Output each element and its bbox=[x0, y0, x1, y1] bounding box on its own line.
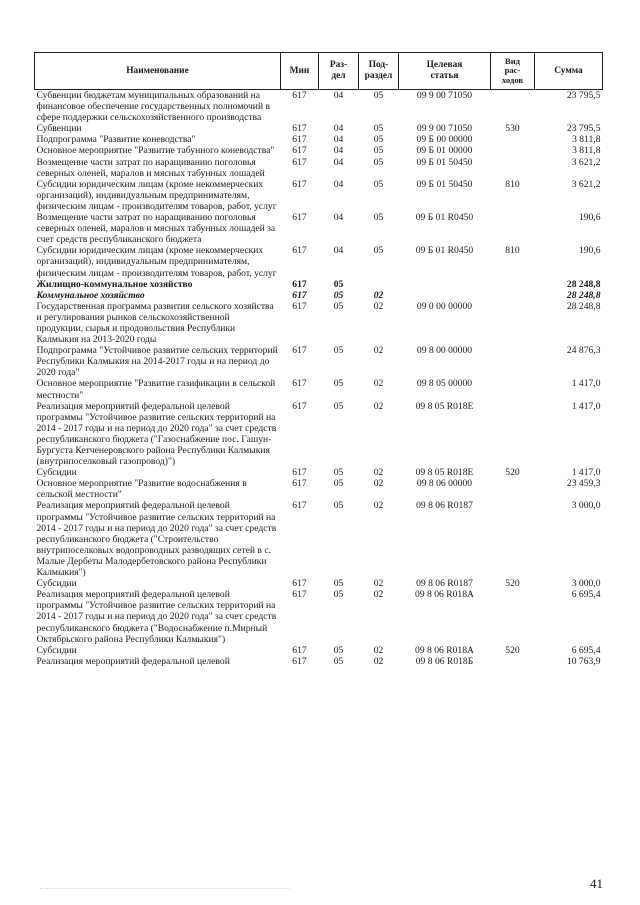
scan-artifact bbox=[40, 888, 290, 891]
row-target bbox=[399, 279, 491, 290]
row-razdel: 04 bbox=[333, 90, 344, 101]
row-sum: 23 795,5 bbox=[566, 90, 601, 101]
row-podrazdel: 02 bbox=[373, 655, 384, 667]
row-podrazdel: 05 bbox=[373, 123, 384, 135]
table-row bbox=[35, 179, 603, 212]
row-podrazdel: 02 bbox=[373, 500, 384, 512]
row-name: Подпрограмма "Развитие коневодства" bbox=[36, 134, 196, 146]
row-target: 09 8 06 R0187 bbox=[416, 500, 473, 512]
row-razdel: 04 bbox=[333, 212, 344, 224]
row-podrazdel: 05 bbox=[373, 90, 384, 101]
row-target: 09 8 05 R018E bbox=[415, 467, 474, 479]
table-header bbox=[35, 53, 603, 90]
row-razdel: 05 bbox=[333, 278, 344, 290]
row-min: 617 bbox=[292, 278, 307, 290]
row-name: Возмещение части затрат по наращиванию поголовья северных оленей, маралов и мясных табунных лошадей bbox=[36, 156, 265, 179]
budget-table bbox=[34, 52, 603, 667]
row-target: 09 8 06 00000 bbox=[416, 478, 473, 490]
row-min: 617 bbox=[292, 655, 307, 667]
row-podrazdel: 02 bbox=[373, 400, 384, 412]
row-min: 617 bbox=[292, 589, 307, 601]
row-sum: 6 695,4 bbox=[571, 589, 601, 601]
row-sum: 28 248,8 bbox=[566, 300, 601, 312]
row-sum: 23 795,5 bbox=[566, 123, 601, 135]
row-target: 09 Б 01 00000 bbox=[416, 145, 473, 157]
row-target: 09 8 05 R018E bbox=[415, 400, 474, 412]
row-target: 09 0 00 00000 bbox=[416, 300, 473, 312]
row-podrazdel: 02 bbox=[373, 378, 384, 390]
row-min: 617 bbox=[292, 134, 307, 146]
row-razdel: 05 bbox=[333, 500, 344, 512]
row-podrazdel: 05 bbox=[373, 178, 384, 190]
row-razdel: 04 bbox=[333, 245, 344, 257]
row-vid bbox=[491, 656, 535, 667]
table-row bbox=[35, 245, 603, 278]
row-min: 617 bbox=[292, 378, 307, 390]
row-min: 617 bbox=[292, 467, 307, 479]
table-body bbox=[35, 90, 603, 667]
row-name: Коммунальное хозяйство bbox=[36, 289, 145, 301]
row-razdel: 05 bbox=[333, 644, 344, 656]
header-target: Целевая статья bbox=[399, 53, 491, 90]
row-razdel: 05 bbox=[333, 655, 344, 667]
table-row bbox=[35, 345, 603, 378]
row-target: 09 8 06 R0187 bbox=[416, 578, 473, 590]
row-min: 617 bbox=[292, 156, 307, 168]
row-podrazdel bbox=[359, 279, 399, 290]
table-row bbox=[35, 145, 603, 156]
table-row bbox=[35, 134, 603, 145]
row-target: 09 8 05 00000 bbox=[416, 378, 473, 390]
table-row bbox=[35, 212, 603, 245]
table-row bbox=[35, 500, 603, 578]
row-vid: 530 bbox=[505, 123, 520, 135]
row-razdel: 05 bbox=[333, 289, 344, 301]
row-podrazdel: 02 bbox=[373, 589, 384, 601]
row-vid bbox=[491, 90, 535, 124]
row-vid bbox=[491, 290, 535, 301]
row-name: Реализация мероприятий федеральной целевой программы "Устойчивое развитие сельских территорий на 2014 - 2017 годы и на период до 2020 года" за счет средств республиканского бюджета ("Газоснабжение пос. Гашун-Бургуста Кетченеровского района Республики Калмыкия (внутрипоселковый газопровод)") bbox=[36, 400, 277, 468]
row-name: Подпрограмма "Устойчивое развитие сельских территорий Республики Калмыкия на 2014-2017 годы и на период до 2020 года" bbox=[36, 345, 278, 379]
row-target bbox=[399, 290, 491, 301]
row-name: Государственная программа развития сельского хозяйства и регулирования рынков сельскохозяйственной продукции, сырья и продовольствия Республики Калмыкия на 2013-2020 годы bbox=[36, 300, 274, 346]
table-row bbox=[35, 645, 603, 656]
table-row bbox=[35, 478, 603, 500]
row-vid bbox=[491, 212, 535, 245]
row-vid: 520 bbox=[505, 467, 520, 479]
row-vid: 810 bbox=[505, 178, 520, 190]
row-name: Субвенции bbox=[36, 123, 82, 135]
row-sum: 6 695,4 bbox=[571, 644, 601, 656]
row-razdel: 05 bbox=[333, 345, 344, 357]
row-vid bbox=[491, 157, 535, 179]
header-razdel: Раз- дел bbox=[319, 53, 359, 90]
row-target: 09 Б 01 50450 bbox=[416, 178, 473, 190]
table-row bbox=[35, 589, 603, 644]
row-sum: 10 763,9 bbox=[566, 655, 601, 667]
row-name: Субсидии bbox=[36, 644, 77, 656]
row-target: 09 8 06 R018A bbox=[415, 644, 474, 656]
table-row bbox=[35, 90, 603, 124]
row-sum: 3 000,0 bbox=[571, 500, 601, 512]
row-target: 09 9 00 71050 bbox=[416, 123, 473, 135]
row-name: Основное мероприятие "Развитие табунного коневодства" bbox=[36, 145, 275, 157]
row-name: Реализация мероприятий федеральной целевой программы "Устойчивое развитие сельских территорий на 2014 - 2017 годы и на период до 2020 года" за счет средств республиканского бюджета ("Водоснабжение п.Мирный Октябрьского района Республики Калмыкия") bbox=[36, 589, 277, 645]
row-sum: 1 417,0 bbox=[571, 467, 601, 479]
row-razdel: 05 bbox=[333, 478, 344, 490]
row-name: Возмещение части затрат по наращиванию поголовья северных оленей, маралов и мясных табунных лошадей за счет средств республиканского бюджета bbox=[36, 212, 276, 246]
row-min: 617 bbox=[292, 212, 307, 224]
row-name: Основное мероприятие "Развитие газификации в сельской местности" bbox=[36, 378, 276, 401]
row-name: Субсидии bbox=[36, 578, 77, 590]
row-min: 617 bbox=[292, 644, 307, 656]
row-sum: 24 876,3 bbox=[566, 345, 601, 357]
row-podrazdel: 05 bbox=[373, 212, 384, 224]
row-name: Субвенции бюджетам муниципальных образований на финансовое обеспечение государственных полномочий в сфере поддержки сельскохозяйственного производства bbox=[36, 90, 271, 124]
row-target: 09 Б 01 R0450 bbox=[415, 245, 474, 257]
row-target: 09 8 06 R018Б bbox=[415, 655, 474, 667]
row-target: 09 Б 00 00000 bbox=[416, 134, 473, 146]
row-min: 617 bbox=[292, 145, 307, 157]
row-target: 09 Б 01 50450 bbox=[416, 156, 473, 168]
row-sum: 3 811,8 bbox=[572, 134, 601, 146]
row-vid bbox=[491, 279, 535, 290]
row-min: 617 bbox=[292, 300, 307, 312]
row-vid bbox=[491, 345, 535, 378]
row-podrazdel: 02 bbox=[373, 289, 384, 301]
row-podrazdel: 05 bbox=[373, 145, 384, 157]
row-vid: 520 bbox=[505, 578, 520, 590]
row-vid bbox=[491, 301, 535, 345]
row-razdel: 04 bbox=[333, 156, 344, 168]
row-min: 617 bbox=[292, 500, 307, 512]
row-razdel: 05 bbox=[333, 578, 344, 590]
row-vid bbox=[491, 478, 535, 500]
row-min: 617 bbox=[292, 400, 307, 412]
row-name: Основное мероприятие "Развитие водоснабжения в сельской местности" bbox=[36, 478, 247, 501]
table-row bbox=[35, 467, 603, 478]
page-number: 41 bbox=[590, 876, 603, 891]
row-target: 09 8 00 00000 bbox=[416, 345, 473, 357]
table-row bbox=[35, 157, 603, 179]
row-sum: 3 811,8 bbox=[572, 145, 601, 157]
row-sum: 190,6 bbox=[578, 245, 601, 257]
row-min: 617 bbox=[292, 178, 307, 190]
row-podrazdel: 05 bbox=[373, 156, 384, 168]
row-vid bbox=[491, 378, 535, 400]
row-vid bbox=[491, 401, 535, 468]
row-razdel: 05 bbox=[333, 467, 344, 479]
table-row bbox=[35, 401, 603, 468]
row-sum: 3 621,2 bbox=[571, 156, 601, 168]
row-target: 09 Б 01 R0450 bbox=[415, 212, 474, 224]
table-row bbox=[35, 378, 603, 400]
table-row bbox=[35, 301, 603, 345]
header-vid: Вид рас- ходов bbox=[491, 53, 535, 90]
row-vid bbox=[491, 589, 535, 644]
row-podrazdel: 02 bbox=[373, 644, 384, 656]
row-name: Реализация мероприятий федеральной целевой программы "Устойчивое развитие сельских территорий на 2014 - 2017 годы и на период до 2020 года" за счет средств республиканского бюджета ("Строительство внутрипоселковых водопроводных разводящих сетей в с. Малые Дербеты Малодербетовского района Республики Калмыкия") bbox=[36, 500, 277, 579]
row-name: Субсидии юридическим лицам (кроме некоммерческих организаций), индивидуальным предпринимателям, физическим лицам - производителям товаров, работ, услуг bbox=[36, 178, 277, 212]
row-name: Реализация мероприятий федеральной целевой bbox=[36, 655, 230, 667]
row-sum: 3 621,2 bbox=[571, 178, 601, 190]
row-sum: 3 000,0 bbox=[571, 578, 601, 590]
row-podrazdel: 02 bbox=[373, 478, 384, 490]
row-podrazdel: 05 bbox=[373, 134, 384, 146]
header-name: Наименование bbox=[35, 53, 281, 90]
row-podrazdel: 02 bbox=[373, 345, 384, 357]
table-row bbox=[35, 290, 603, 301]
row-min: 617 bbox=[292, 289, 307, 301]
row-sum: 1 417,0 bbox=[571, 378, 601, 390]
row-target: 09 9 00 71050 bbox=[416, 90, 473, 101]
row-razdel: 04 bbox=[333, 123, 344, 135]
row-podrazdel: 05 bbox=[373, 245, 384, 257]
row-min: 617 bbox=[292, 245, 307, 257]
row-vid: 520 bbox=[505, 644, 520, 656]
row-razdel: 05 bbox=[333, 400, 344, 412]
row-sum: 28 248,8 bbox=[566, 278, 601, 290]
row-name: Субсидии bbox=[36, 467, 77, 479]
row-razdel: 05 bbox=[333, 300, 344, 312]
row-razdel: 05 bbox=[333, 589, 344, 601]
row-min: 617 bbox=[292, 478, 307, 490]
row-razdel: 04 bbox=[333, 178, 344, 190]
table-row bbox=[35, 578, 603, 589]
row-vid: 810 bbox=[505, 245, 520, 257]
row-name: Субсидии юридическим лицам (кроме некоммерческих организаций), индивидуальным предпринимателям, физическим лицам - производителям товаров, работ, услуг bbox=[36, 245, 277, 279]
row-min: 617 bbox=[292, 123, 307, 135]
header-podrazdel: Под- раздел bbox=[359, 53, 399, 90]
row-sum: 1 417,0 bbox=[571, 400, 601, 412]
row-vid bbox=[491, 134, 535, 145]
table-row bbox=[35, 123, 603, 134]
row-sum: 28 248,8 bbox=[566, 289, 601, 301]
row-podrazdel: 02 bbox=[373, 578, 384, 590]
header-min: Мин bbox=[281, 53, 319, 90]
row-vid bbox=[491, 145, 535, 156]
row-min: 617 bbox=[292, 90, 307, 101]
row-min: 617 bbox=[292, 345, 307, 357]
row-sum: 190,6 bbox=[578, 212, 601, 224]
row-target: 09 8 06 R018A bbox=[415, 589, 474, 601]
table-row bbox=[35, 279, 603, 290]
row-podrazdel: 02 bbox=[373, 467, 384, 479]
row-vid bbox=[491, 500, 535, 578]
row-podrazdel: 02 bbox=[373, 300, 384, 312]
row-razdel: 05 bbox=[333, 378, 344, 390]
row-razdel: 04 bbox=[333, 145, 344, 157]
row-name: Жилищно-коммунальное хозяйство bbox=[36, 278, 193, 290]
table-row bbox=[35, 656, 603, 667]
header-sum: Сумма bbox=[535, 53, 603, 90]
row-min: 617 bbox=[292, 578, 307, 590]
row-sum: 23 459,3 bbox=[566, 478, 601, 490]
row-razdel: 04 bbox=[333, 134, 344, 146]
